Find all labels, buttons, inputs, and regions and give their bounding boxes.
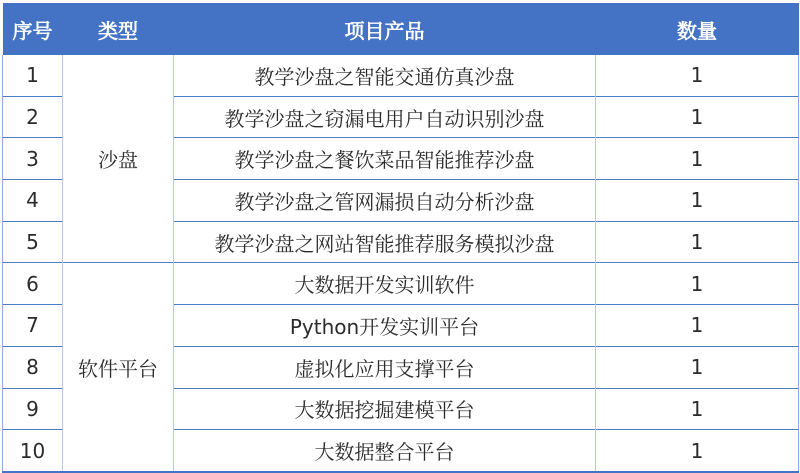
type-cell-sandbox: 沙盘 [63, 55, 174, 263]
quantity-cell: 1 [596, 96, 799, 138]
row-number-cell: 6 [3, 263, 63, 305]
header-row [3, 3, 799, 55]
products-table [2, 3, 799, 473]
quantity-cell: 1 [596, 55, 799, 96]
quantity-cell: 1 [596, 305, 799, 347]
row-number-cell: 3 [3, 138, 63, 180]
row-number-cell: 9 [3, 388, 63, 430]
header-project-product: 项目产品 [174, 3, 596, 55]
quantity-cell: 1 [596, 346, 799, 388]
quantity-cell: 1 [596, 138, 799, 180]
quantity-cell: 1 [596, 388, 799, 430]
product-cell: 教学沙盘之餐饮菜品智能推荐沙盘 [174, 138, 596, 180]
row-number-cell: 2 [3, 96, 63, 138]
product-cell: 教学沙盘之管网漏损自动分析沙盘 [174, 180, 596, 222]
header-quantity: 数量 [596, 3, 799, 55]
product-cell: 大数据开发实训软件 [174, 263, 596, 305]
product-cell: 教学沙盘之网站智能推荐服务模拟沙盘 [174, 221, 596, 263]
header-serial-number: 序号 [3, 3, 63, 55]
row-number-cell: 5 [3, 221, 63, 263]
table-row [3, 263, 799, 305]
quantity-cell: 1 [596, 263, 799, 305]
type-cell-software-platform: 软件平台 [63, 263, 174, 472]
row-number-cell: 7 [3, 305, 63, 347]
row-number-cell: 1 [3, 55, 63, 96]
row-number-cell: 8 [3, 346, 63, 388]
product-cell: 虚拟化应用支撑平台 [174, 346, 596, 388]
quantity-cell: 1 [596, 221, 799, 263]
product-cell: 教学沙盘之窃漏电用户自动识别沙盘 [174, 96, 596, 138]
product-cell: 教学沙盘之智能交通仿真沙盘 [174, 55, 596, 96]
row-number-cell: 10 [3, 430, 63, 472]
quantity-cell: 1 [596, 430, 799, 472]
product-cell: 大数据挖掘建模平台 [174, 388, 596, 430]
product-cell: 大数据整合平台 [174, 430, 596, 472]
row-number-cell: 4 [3, 180, 63, 222]
quantity-cell: 1 [596, 180, 799, 222]
table-row [3, 55, 799, 96]
header-type: 类型 [63, 3, 174, 55]
product-cell: Python开发实训平台 [174, 305, 596, 347]
